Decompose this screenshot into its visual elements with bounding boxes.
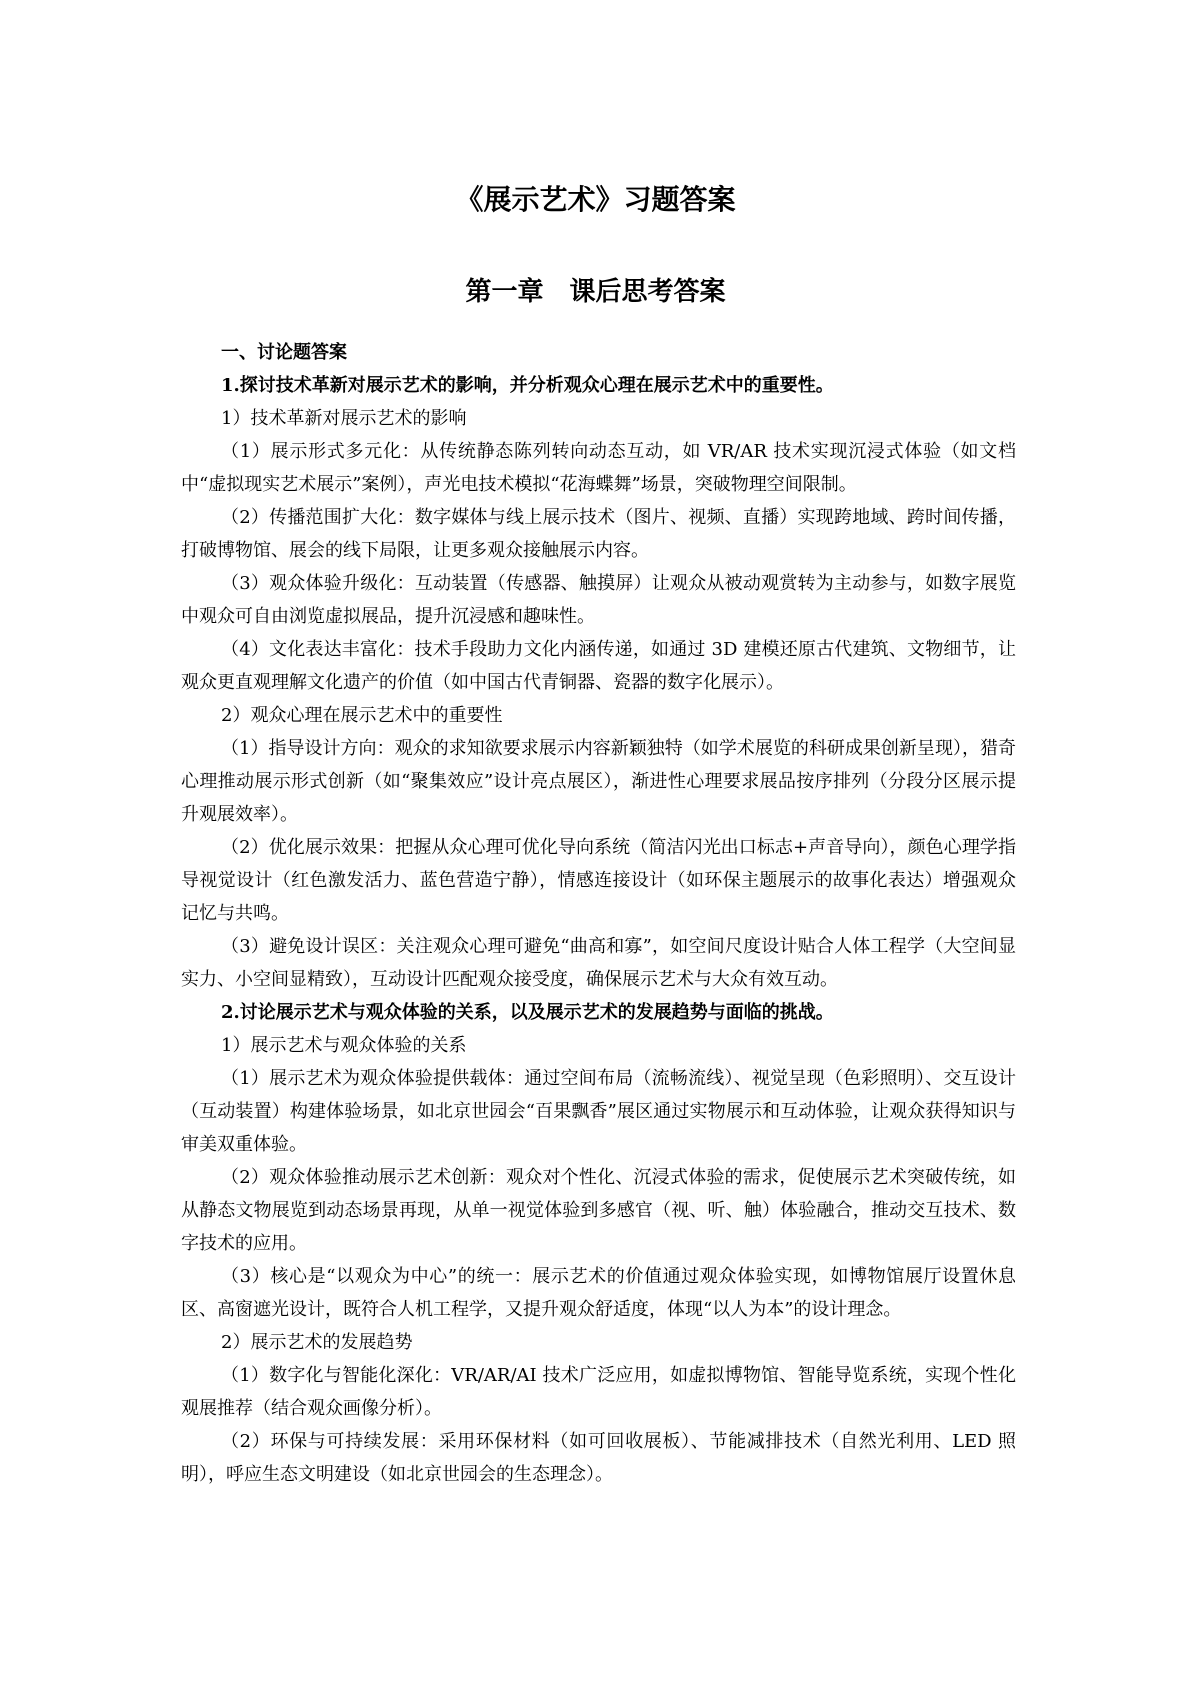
document-body <box>181 336 1016 1491</box>
answer-paragraph: （3）观众体验升级化：互动装置（传感器、触摸屏）让观众从被动观赏转为主动参与，如数字展览中观众可自由浏览虚拟展品，提升沉浸感和趣味性。 <box>181 573 1016 627</box>
document-title: 《展示艺术》习题答案 <box>455 183 736 216</box>
answer-paragraph: （1）指导设计方向：观众的求知欲要求展示内容新颖独特（如学术展览的科研成果创新呈现），猎奇心理推动展示形式创新（如“聚集效应”设计亮点展区），渐进性心理要求展品按序排列（分段分区展示提升观展效率）。 <box>181 738 1016 825</box>
section-heading: 一、讨论题答案 <box>221 342 347 363</box>
subsection-heading: 2）展示艺术的发展趋势 <box>221 1332 413 1353</box>
answer-paragraph: （2）观众体验推动展示艺术创新：观众对个性化、沉浸式体验的需求，促使展示艺术突破传统，如从静态文物展览到动态场景再现，从单一视觉体验到多感官（视、听、触）体验融合，推动交互技术、数字技术的应用。 <box>181 1167 1016 1254</box>
answer-paragraph: （2）环保与可持续发展：采用环保材料（如可回收展板）、节能减排技术（自然光利用、LED 照明），呼应生态文明建设（如北京世园会的生态理念）。 <box>181 1431 1016 1485</box>
answer-paragraph: （1）数字化与智能化深化：VR/AR/AI 技术广泛应用，如虚拟博物馆、智能导览系统，实现个性化观展推荐（结合观众画像分析）。 <box>181 1365 1016 1419</box>
answer-paragraph: （2）优化展示效果：把握从众心理可优化导向系统（简洁闪光出口标志+声音导向），颜色心理学指导视觉设计（红色激发活力、蓝色营造宁静），情感连接设计（如环保主题展示的故事化表达）增强观众记忆与共鸣。 <box>181 837 1016 924</box>
answer-paragraph: （1）展示形式多元化：从传统静态陈列转向动态互动，如 VR/AR 技术实现沉浸式体验（如文档中“虚拟现实艺术展示”案例），声光电技术模拟“花海蝶舞”场景，突破物理空间限制。 <box>181 441 1016 495</box>
question-heading: 2.讨论展示艺术与观众体验的关系，以及展示艺术的发展趋势与面临的挑战。 <box>221 1002 834 1023</box>
subsection-heading: 1）技术革新对展示艺术的影响 <box>221 408 467 429</box>
answer-paragraph: （3）避免设计误区：关注观众心理可避免“曲高和寡”，如空间尺度设计贴合人体工程学（大空间显实力、小空间显精致），互动设计匹配观众接受度，确保展示艺术与大众有效互动。 <box>181 936 1016 990</box>
subsection-heading: 1）展示艺术与观众体验的关系 <box>221 1035 467 1056</box>
answer-paragraph: （2）传播范围扩大化：数字媒体与线上展示技术（图片、视频、直播）实现跨地域、跨时间传播，打破博物馆、展会的线下局限，让更多观众接触展示内容。 <box>181 507 1016 561</box>
subsection-heading: 2）观众心理在展示艺术中的重要性 <box>221 705 503 726</box>
answer-paragraph: （1）展示艺术为观众体验提供载体：通过空间布局（流畅流线）、视觉呈现（色彩照明）、交互设计（互动装置）构建体验场景，如北京世园会“百果飘香”展区通过实物展示和互动体验，让观众获得知识与审美双重体验。 <box>181 1068 1016 1155</box>
answer-paragraph: （4）文化表达丰富化：技术手段助力文化内涵传递，如通过 3D 建模还原古代建筑、文物细节，让观众更直观理解文化遗产的价值（如中国古代青铜器、瓷器的数字化展示）。 <box>181 639 1016 693</box>
answer-paragraph: （3）核心是“以观众为中心”的统一：展示艺术的价值通过观众体验实现，如博物馆展厅设置休息区、高窗遮光设计，既符合人机工程学，又提升观众舒适度，体现“以人为本”的设计理念。 <box>181 1266 1016 1320</box>
chapter-title: 第一章 课后思考答案 <box>465 277 726 307</box>
question-heading: 1.探讨技术革新对展示艺术的影响，并分析观众心理在展示艺术中的重要性。 <box>221 375 834 396</box>
